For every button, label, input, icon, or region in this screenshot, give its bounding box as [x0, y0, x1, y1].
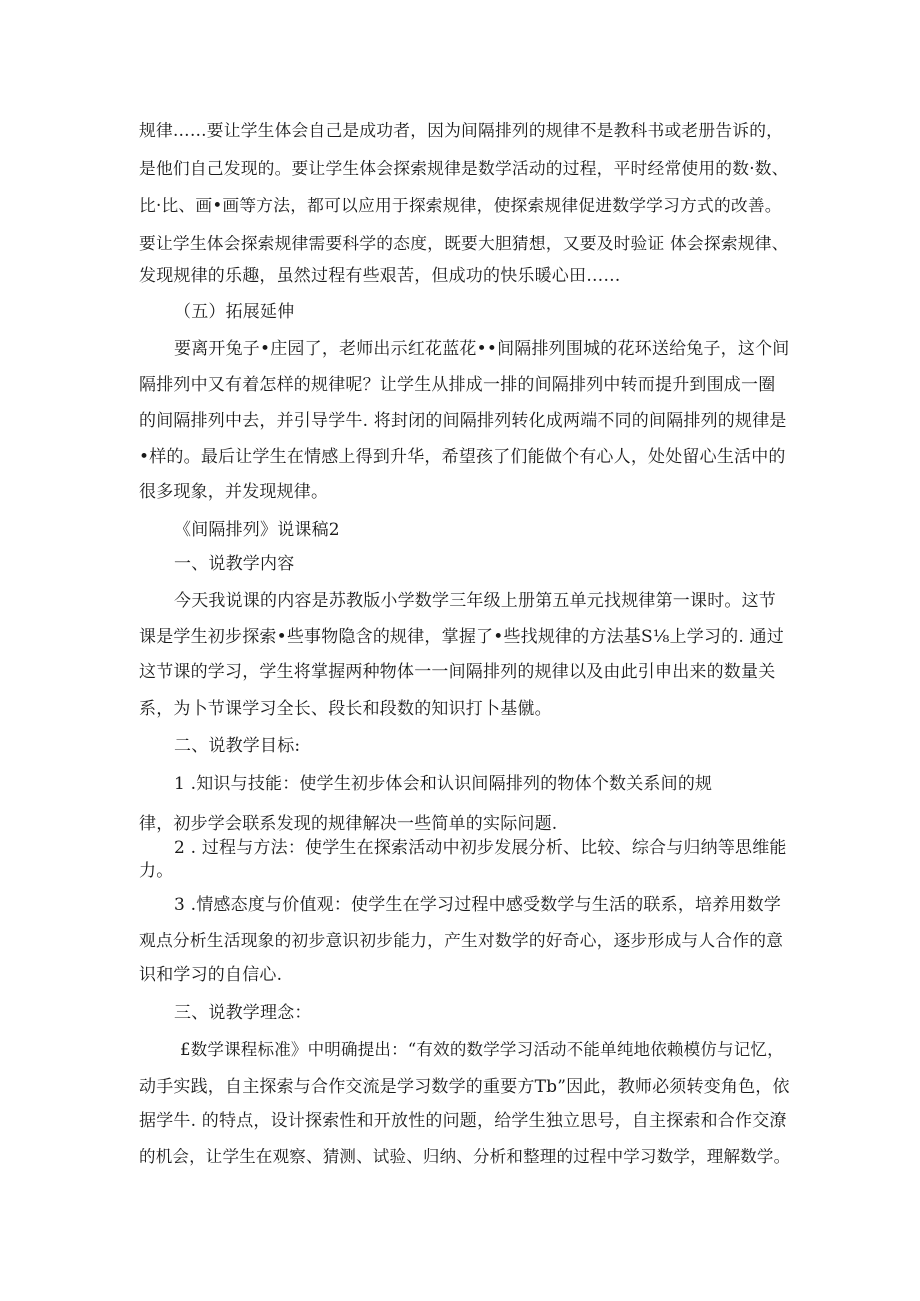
text-line: 2 . 过程与方法：使学生在探索活动中初步发展分析、比较、综合与归纳等思维能: [174, 838, 787, 858]
text-line: 隔排列中又有着怎样的规律呢？让学生从排成一排的间隔排列中转而提升到围成一圈: [139, 375, 776, 395]
text-line: 力。: [139, 861, 174, 881]
section-heading: 三、说教学理念：: [174, 1003, 312, 1023]
text-line: £数学课程标准》中明确提出：“有效的数学学习活动不能单纯地依赖模仿与记忆，: [180, 1040, 784, 1059]
text-line: 这节课的学习，学生将掌握两种物体一一间隔排列的规律以及由此引申出来的数量关: [139, 662, 776, 682]
section-heading: （五）拓展延伸: [174, 302, 295, 322]
text-line: 的机会，让学生在观察、猜测、试验、归纳、分析和整理的过程中学习数学，理解数学。: [139, 1147, 791, 1166]
text-line: 3 .情感态度与价值观：使学生在学习过程中感受数学与生活的联系，培养用数学: [174, 895, 782, 915]
text-line: 要让学生体会探索规律需要科学的态度，既要大胆猜想，又要及时验证 体会探索规律、: [139, 233, 789, 253]
text-line: •样的。最后让学生在情感上得到升华，希望孩了们能做个有心人，处处留心生活中的: [139, 447, 786, 467]
text-line: 很多现象，并发现规律。: [139, 482, 329, 502]
text-line: 律，初步学会联系发现的规律解决一些简单的实际问题.: [139, 814, 558, 834]
section-heading: 二、说教学目标:: [174, 736, 301, 756]
text-line: 比·比、画•画等方法，都可以应用于探索规律，使探索规律促进数学学习方式的改善。: [139, 195, 782, 215]
text-line: 据学牛. 的特点，设计探索性和开放性的问题，给学生独立思号，自主探索和合作交潦: [139, 1111, 787, 1131]
text-line: 系，为卜节课学习全长、段长和段数的知识打卜基僦。: [139, 699, 552, 719]
text-line: 发现规律的乐趣，虽然过程有些艰苦，但成功的快乐暖心田……: [139, 266, 621, 286]
text-line: 要离开兔子•庄园了，老师出示红花蓝花••间隔排列围城的花环送给兔子，这个间: [174, 339, 790, 359]
text-line: 规律……要让学生体会自己是成功者，因为间隔排列的规律不是教科书或老册告诉的，: [139, 120, 784, 140]
text-line: 课是学生初步探索•些事物隐含的规律，掌握了•些找规律的方法基S⅛上学习的. 通过: [139, 627, 784, 647]
section-heading: 一、说教学内容: [174, 554, 295, 574]
text-line: 今天我说课的内容是苏教版小学数学三年级上册第五单元找规律第一课时。这节: [174, 591, 776, 611]
document-title: 《间隔排列》说课稿2: [174, 520, 340, 540]
text-line: 的间隔排列中去，并引导学牛. 将封闭的间隔排列转化成两端不同的间隔排列的规律是: [139, 411, 787, 431]
text-line: 1 .知识与技能：使学生初步体会和认识间隔排列的物体个数关系间的规: [174, 774, 713, 794]
text-line: 识和学习的自信心.: [139, 965, 283, 985]
text-line: 观点分析生活现象的初步意识初步能力，产生对数学的好奇心，逐步形成与人合作的意: [139, 930, 784, 950]
text-line: 动手实践，自主探索与合作交流是学习数学的重要方Tb”因此，教师必须转变角色，依: [139, 1077, 790, 1097]
text-line: 是他们自己发现的。要让学生体会探索规律是数学活动的过程，平时经常使用的数·数、: [139, 158, 789, 178]
